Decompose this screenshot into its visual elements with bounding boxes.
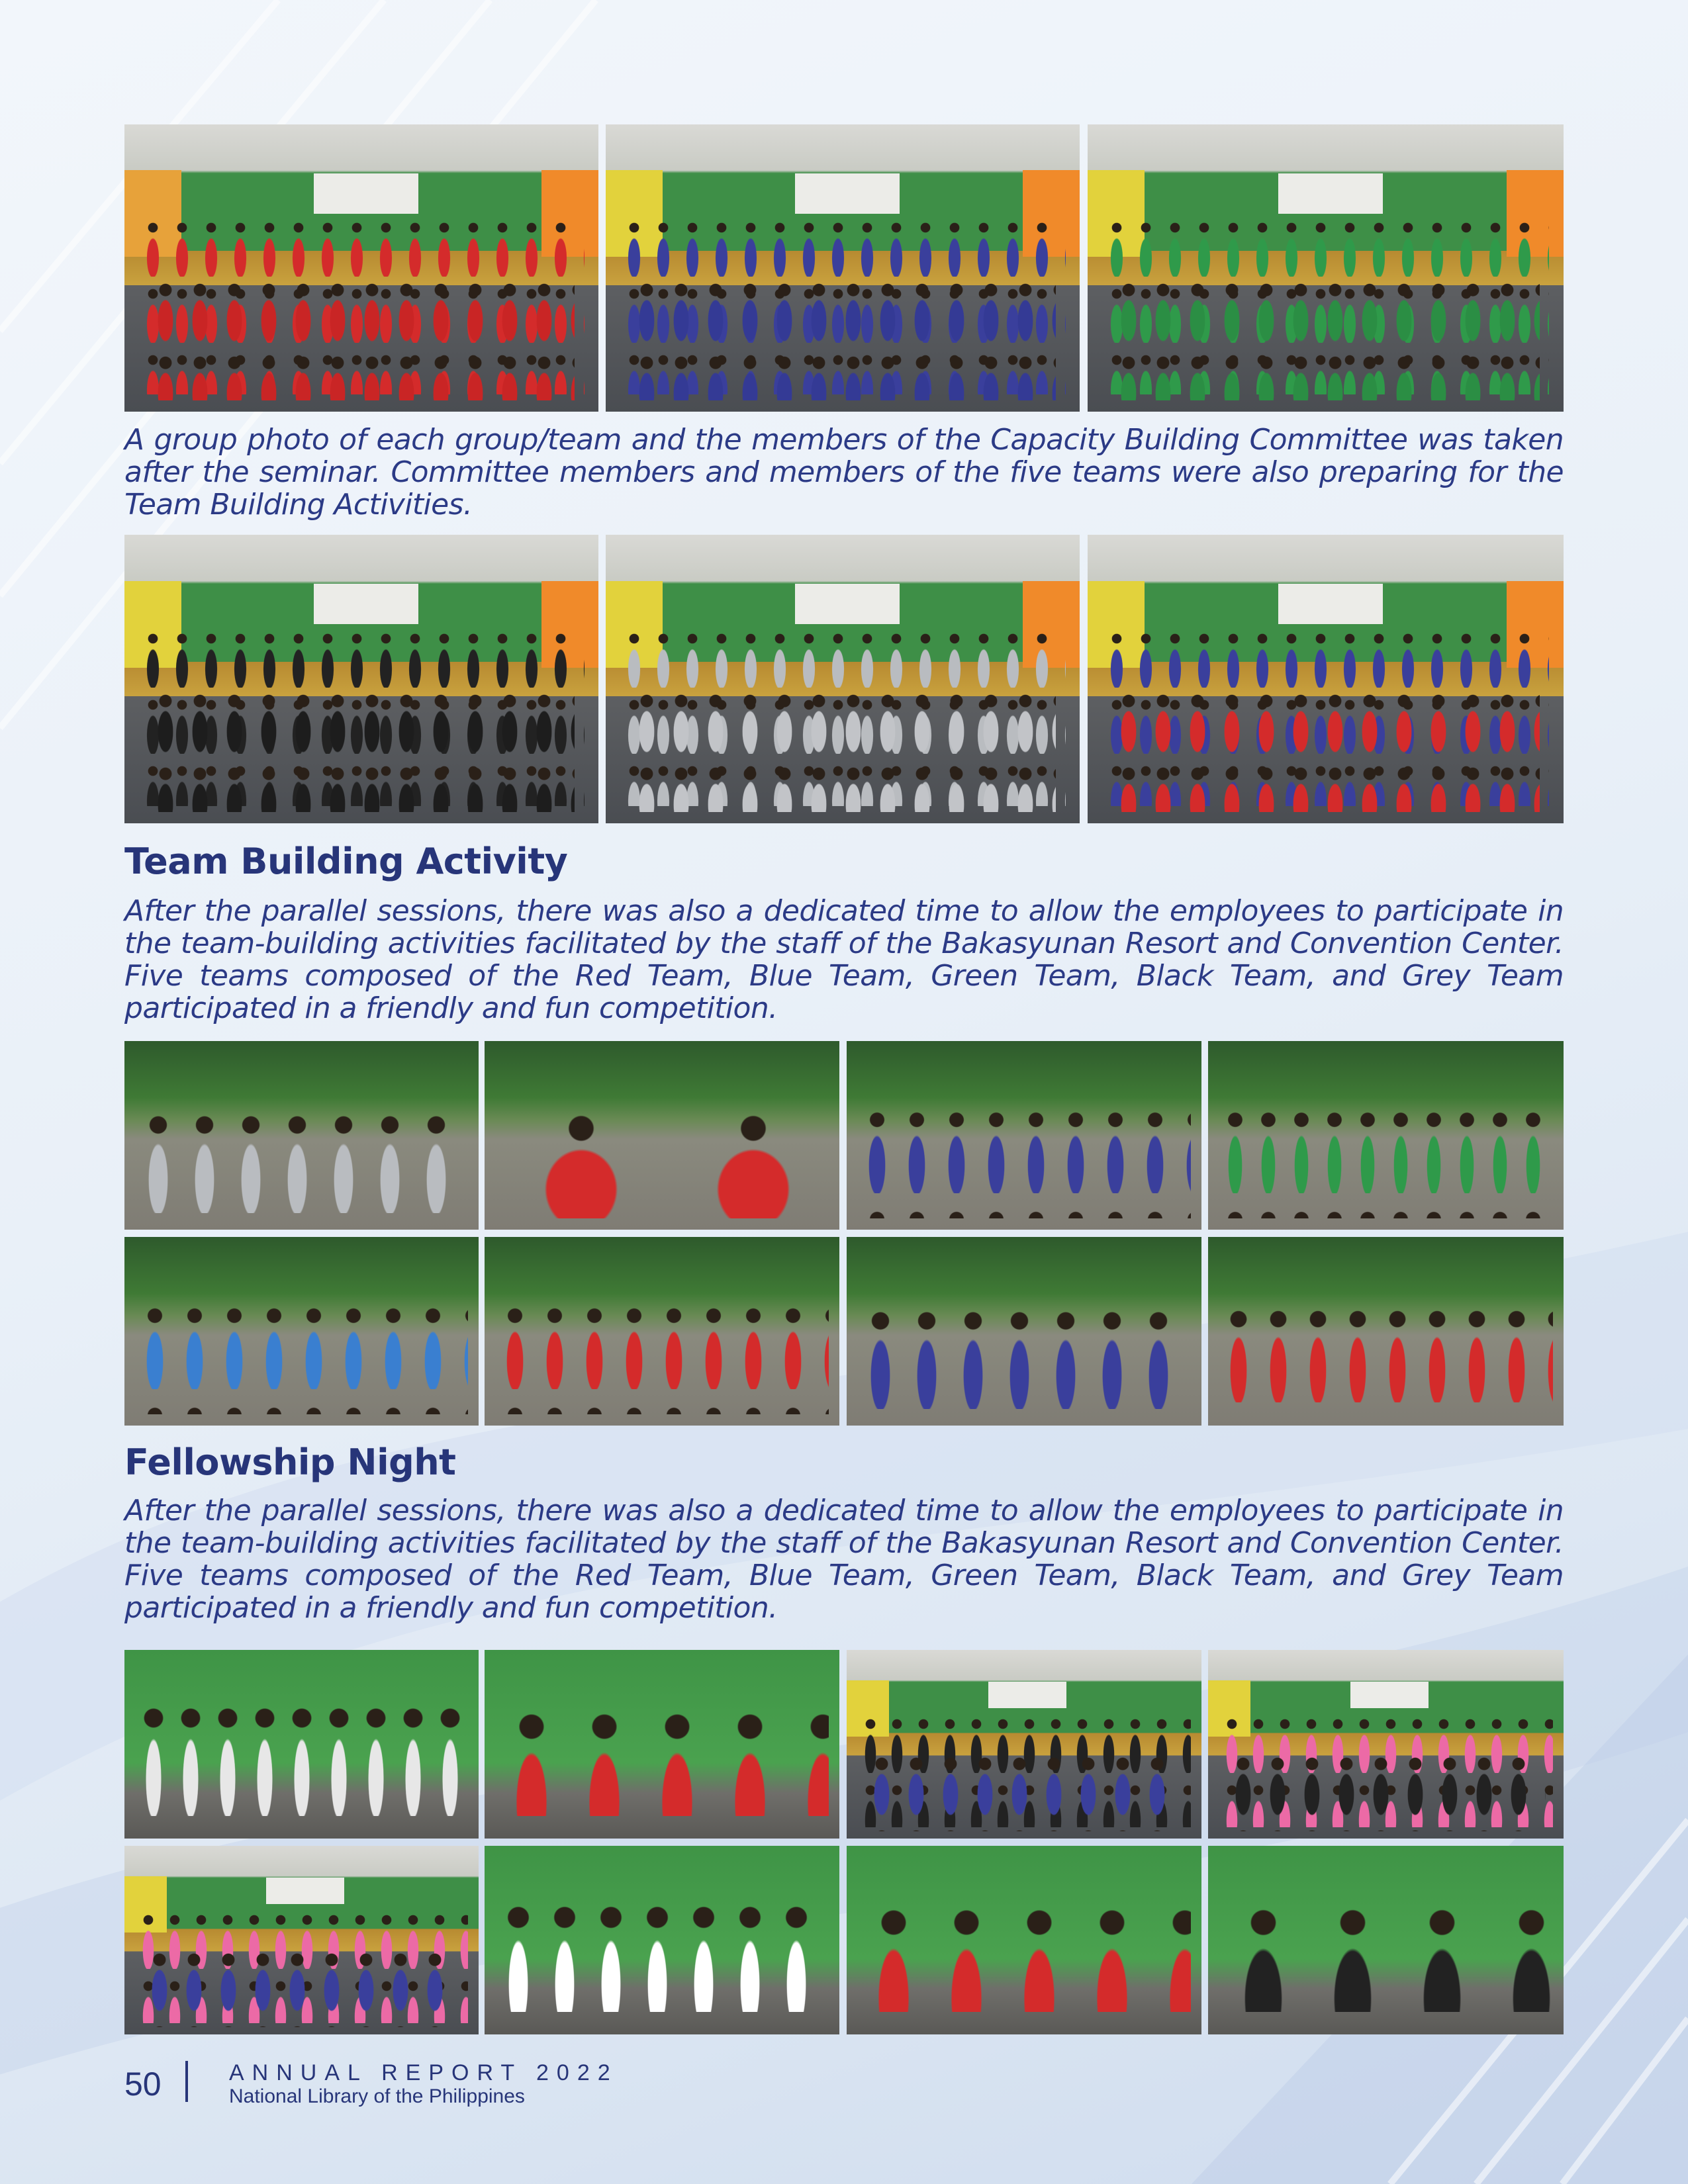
fellowship-body: After the parallel sessions, there was also a dedicated time to allow the employees to participate in the team-building activities facilitated by the staff of the Bakasyunan Resort and Convention Center. Five teams composed of the Red Team, Blue Team, Green Team, Black Team, and Grey Team participated in a friendly and fun competition. xyxy=(124,1494,1564,1625)
photo-fellowship-winners xyxy=(485,1846,839,2034)
photo-fellowship-group xyxy=(1208,1650,1564,1839)
photo-activity-blue-team-walk xyxy=(847,1237,1201,1426)
photo-activity-grey-team xyxy=(124,1041,479,1230)
team-building-body: After the parallel sessions, there was also a dedicated time to allow the employees to participate in the team-building activities facilitated by the staff of the Bakasyunan Resort and Convention Center. Five teams composed of the Red Team, Blue Team, Green Team, Black Team, and Grey Team participated in a friendly and fun competition. xyxy=(124,894,1564,1025)
footer-report-title: ANNUAL REPORT 2022 xyxy=(229,2060,618,2085)
photo-blue-team-group xyxy=(606,124,1080,412)
photo-fellowship-certificate xyxy=(485,1650,839,1839)
photo-green-team-group xyxy=(1088,124,1564,412)
photo-fellowship-awardees xyxy=(124,1650,479,1839)
page-number: 50 xyxy=(124,2066,162,2103)
photo-activity-obstacle xyxy=(847,1041,1201,1230)
group-photo-caption: A group photo of each group/team and the members of the Capacity Building Committee was taken after the seminar. Committee members and members of the five teams were also preparing for the Team Building Activities. xyxy=(124,423,1564,522)
photo-red-team-group xyxy=(124,124,598,412)
footer-organization: National Library of the Philippines xyxy=(229,2085,525,2107)
photo-fellowship-singers xyxy=(1208,1846,1564,2034)
photo-activity-green-team xyxy=(1208,1041,1564,1230)
photo-activity-red-team-cheer xyxy=(1208,1237,1564,1426)
photo-committee-group xyxy=(1088,535,1564,823)
footer-divider xyxy=(185,2061,188,2102)
photo-activity-hopscotch xyxy=(485,1041,839,1230)
photo-activity-red-tunnel xyxy=(485,1237,839,1426)
photo-fellowship-wave xyxy=(124,1846,479,2034)
photo-grey-team-group xyxy=(606,535,1080,823)
photo-fellowship-costume xyxy=(847,1846,1201,2034)
photo-activity-blue-tunnel xyxy=(124,1237,479,1426)
fellowship-heading: Fellowship Night xyxy=(124,1441,456,1483)
photo-fellowship-crowd xyxy=(847,1650,1201,1839)
photo-black-team-group xyxy=(124,535,598,823)
team-building-heading: Team Building Activity xyxy=(124,841,568,882)
